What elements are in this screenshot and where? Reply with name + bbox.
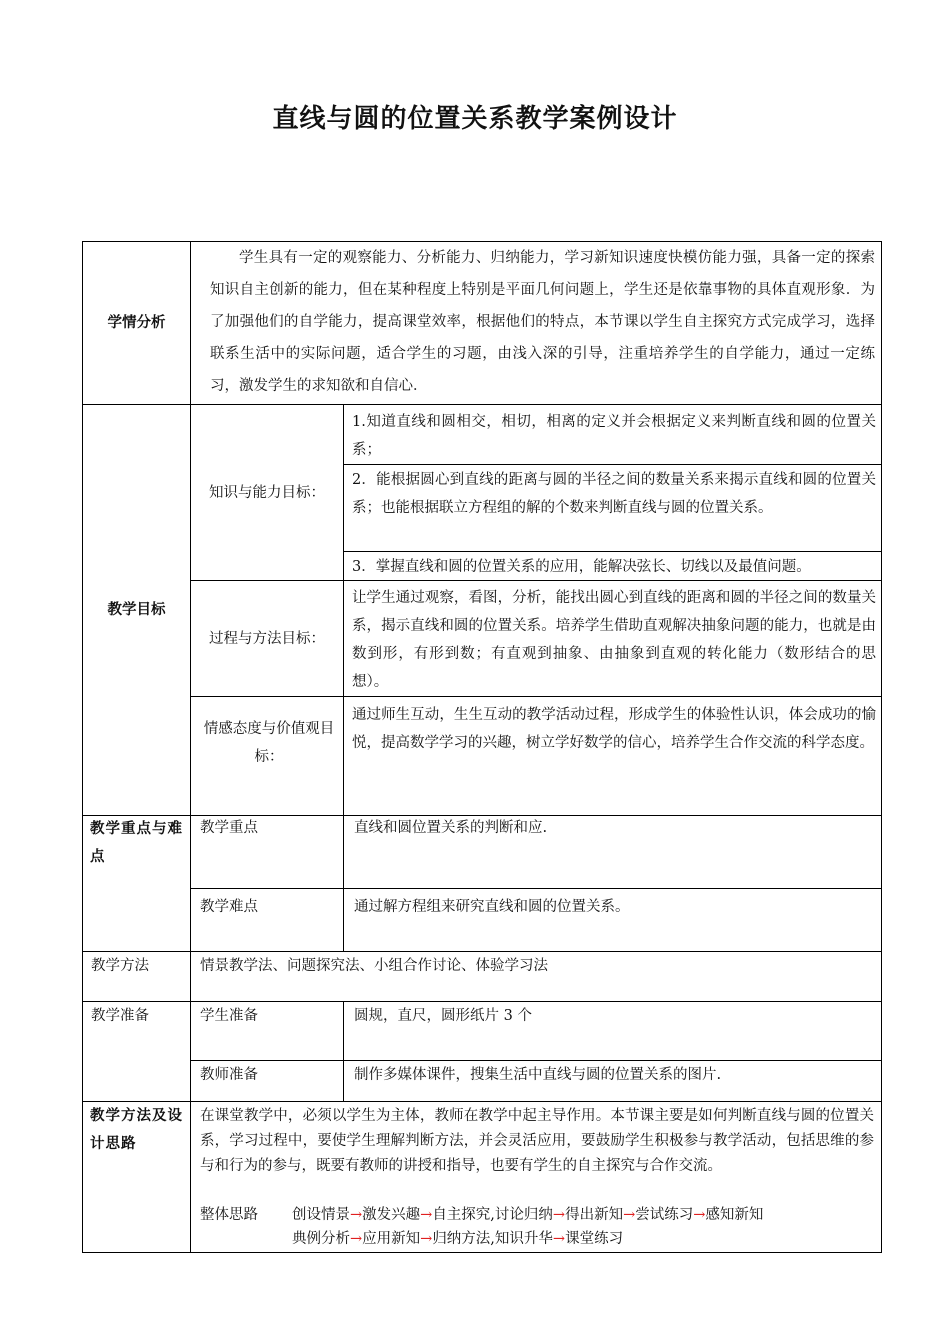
flow-line-1-step: 得出新知 [565,1207,624,1223]
flow-arrow-icon: → [420,1207,433,1223]
key-points-label: 教学重点与难点 [90,821,183,865]
flow-arrow-icon: → [350,1231,363,1247]
flow-line-1-step: 激发兴趣 [362,1207,421,1223]
emotion-value-text: 通过师生互动，生生互动的教学活动过程，形成学生的体验性认识，体会成功的愉悦，提高数学学习的兴趣，树立学好数学的信心，培养学生合作交流的科学态度。 [352,707,876,751]
teaching-focus-text: 直线和圆位置关系的判断和应. [354,820,548,836]
student-analysis-text: 学生具有一定的观察能力、分析能力、归纳能力，学习新知识速度快模仿能力强，具备一定的探索知识自主创新的能力，但在某种程度上特别是平面几何问题上，学生还是依靠事物的具体直观形象．为了加强他们的自学能力，提高课堂效率，根据他们的特点，本节课以学生自主探究方式完成学习，选择联系生活中的实际问题，适合学生的习题，由浅入深的引导，注重培养学生的自学能力，通过一定练习，激发学生的求知欲和自信心． [210,250,875,394]
flow-line-2-step: 应用新知 [362,1231,421,1247]
student-prep-text: 圆规，直尺，圆形纸片 3 个 [354,1008,532,1024]
knowledge-ability-label: 知识与能力目标： [209,484,325,501]
student-prep-label: 学生准备 [200,1008,258,1024]
flow-arrow-icon: → [552,1207,566,1223]
flow-arrow-icon: → [623,1207,636,1223]
teaching-focus-label: 教学重点 [200,820,258,836]
design-text: 在课堂教学中，必须以学生为主体，教师在教学中起主导作用。本节课主要是如何判断直线与圆的位置关系，学习过程中，要使学生理解判断方法，并会灵活应用，要鼓励学生积极参与教学活动，包括思维的参与和行为的参与，既要有教师的讲授和指导，也要有学生的自主探究与合作交流。 [200,1108,874,1174]
flow-line-2-step: 课堂练习 [565,1231,624,1247]
process-method-label: 过程与方法目标： [209,630,325,647]
knowledge-item-3: 3．掌握直线和圆的位置关系的应用，能解决弦长、切线以及最值问题。 [352,559,811,575]
emotion-value-label: 情感态度与价值观目标： [203,721,335,765]
flow-line-1-step: 感知新知 [705,1207,764,1223]
flow-arrow-icon: → [420,1231,433,1247]
flow-arrow-icon: → [552,1231,566,1247]
methods-text: 情景教学法、问题探究法、小组合作讨论、体验学习法 [200,958,548,974]
page-title: 直线与圆的位置关系教学案例设计 [272,104,678,134]
teacher-prep-text: 制作多媒体课件，搜集生活中直线与圆的位置关系的图片. [354,1067,722,1083]
flow-line-2-step: 典例分析 [292,1231,350,1247]
process-method-text: 让学生通过观察，看图，分析，能找出圆心到直线的距离和圆的半径之间的数量关系，揭示直线和圆的位置关系。培养学生借助直观解决抽象问题的能力，也就是由数到形，有形到数；有直观到抽象、由抽象到直观的转化能力（数形结合的思想）。 [352,590,876,690]
flow-line-1-step: 创设情景 [292,1207,350,1223]
flow-line-1-step: 尝试练习 [635,1207,694,1223]
flow-line-2-step: 归纳方法,知识升华 [432,1231,553,1247]
design-label: 教学方法及设计思路 [90,1108,183,1152]
preparation-label: 教学准备 [91,1008,149,1024]
methods-label: 教学方法 [91,958,149,974]
teaching-difficulty-text: 通过解方程组来研究直线和圆的位置关系。 [354,899,630,915]
flow-arrow-icon: → [350,1207,363,1223]
knowledge-item-1: 1.知道直线和圆相交，相切，相离的定义并会根据定义来判断直线和圆的位置关系； [352,414,876,458]
flow-arrow-icon: → [693,1207,706,1223]
knowledge-item-2: 2．能根据圆心到直线的距离与圆的半径之间的数量关系来揭示直线和圆的位置关系；也能根据联立方程组的解的个数来判断直线与圆的位置关系。 [352,472,876,516]
flow-line-1 [292,1203,877,1228]
objectives-label: 教学目标 [107,602,166,618]
teaching-difficulty-label: 教学难点 [200,899,258,915]
flow-label: 整体思路 [200,1207,258,1223]
student-analysis-label: 学情分析 [107,315,166,331]
teacher-prep-label: 教师准备 [200,1067,258,1083]
flow-line-1-step: 自主探究,讨论归纳 [432,1207,553,1223]
flow-line-2 [292,1227,877,1252]
